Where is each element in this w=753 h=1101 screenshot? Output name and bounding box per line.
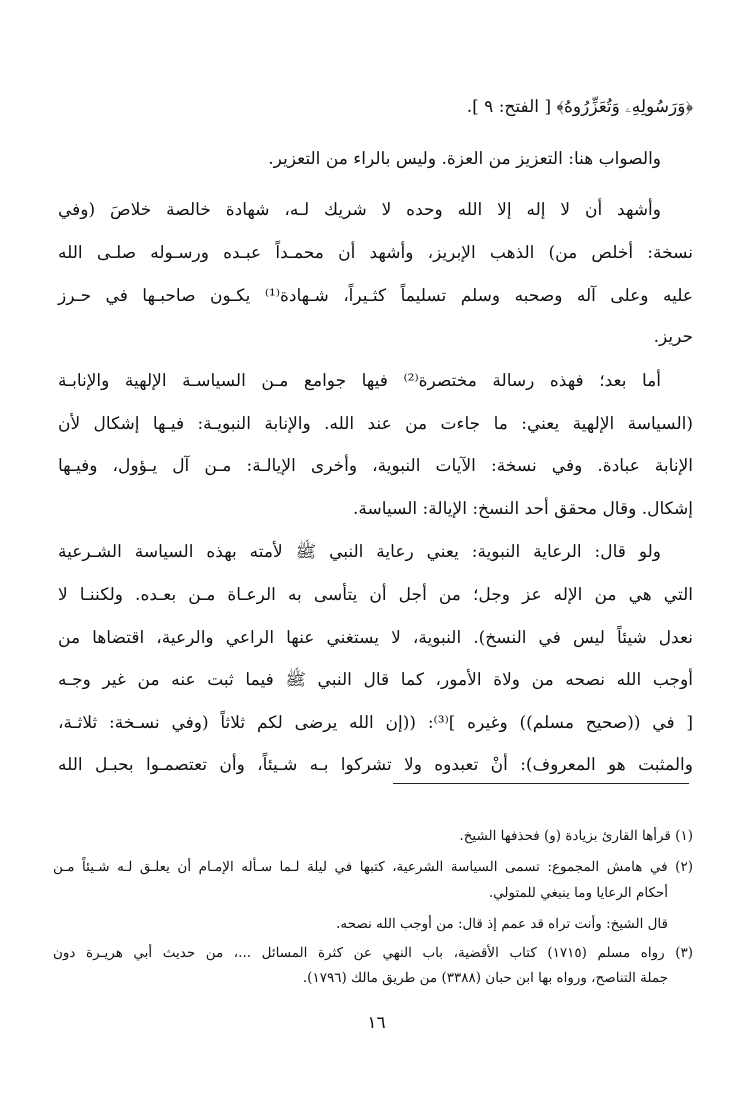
footnote-2-continued: أحكام الرعايا وما ينبغي للمتولي.: [488, 885, 668, 901]
footnote-divider: [393, 783, 689, 784]
quran-verse-line: ﴿وَرَسُولِهِۦ وَتُعَزِّرُوهُ﴾ [ الفتح: ٩ ].: [466, 97, 693, 117]
body-line: (السياسة الإلهية يعني: ما جاءت من عند الله. والإنابة النبويـة: فيـها إشكال لأن: [58, 414, 693, 434]
footnote-3: (٣) رواه مسلم (١٧١٥) كتاب الأقضية، باب النهي عن كثرة المسائل ...، من حديث أبي هريـرة دون: [53, 945, 694, 961]
body-line: نسخة: أخلص من) الذهب الإبريز، وأشهد أن محمـداً عبـده ورسـوله صلـى الله: [58, 243, 693, 263]
body-line: [ في ((صحيح مسلم)) وغيره ]⁽³⁾: ((إن الله يرضى لكم ثلاثاً (وفي نسـخة: ثلاثـة،: [58, 713, 694, 733]
footnote-2: (٢) في هامش المجموع: تسمى السياسة الشرعية، كتبها في ليلة لـما سـأله الإمـام أن يعلـق لـه شـيئاً مـن: [53, 859, 693, 875]
body-line: إشكال. وقال محقق أحد النسخ: الإيالة: السياسة.: [353, 499, 693, 519]
body-line: أما بعد؛ فهذه رسالة مختصرة⁽²⁾ فيها جوامع مـن السياسـة الإلهية والإنابـة: [58, 371, 661, 391]
body-line: عليه وعلى آله وصحبه وسلم تسليماً كثـيراً، شـهادة⁽¹⁾ يكـون صاحبـها في حـرز: [58, 286, 693, 306]
body-line: نعدل شيئاً ليس في النسخ). النبوية، لا يستغني عنها الراعي والرعية، اقتضاها من: [58, 628, 693, 648]
footnote-1: (١) قرأها القارئ بزيادة (و) فحذفها الشيخ.: [459, 828, 693, 844]
page-number: ١٦: [367, 1013, 386, 1033]
footnote-3-continued: جملة التناصح، ورواه بها ابن حبان (٣٣٨٨) من طريق مالك (١٧٩٦).: [302, 970, 668, 986]
body-line: وأشهد أن لا إله إلا الله وحده لا شريك لـه، شهادة خالصة خلاصَ (وفي: [58, 200, 661, 220]
correction-line: والصواب هنا: التعزيز من العزة. وليس بالراء من التعزير.: [268, 149, 661, 169]
body-line: أوجب الله نصحه من ولاة الأمور، كما قال النبي ﷺ فيما ثبت عنه من غير وجـه: [58, 670, 693, 690]
body-line: التي هي من الإله عز وجل؛ من أجل أن يتأسى به الرعـاة مـن بعـده. ولكننـا لا: [58, 585, 693, 605]
body-line: والمثبت هو المعروف): أنْ تعبدوه ولا تشركوا بـه شـيئاً، وأن تعتصمـوا بحبـل الله: [58, 755, 693, 775]
body-line: الإنابة عبادة. وفي نسخة: الآيات النبوية، وأخرى الإيالـة: مـن آل يـؤول، وفيـها: [58, 456, 693, 476]
body-line: ولو قال: الرعاية النبوية: يعني رعاية النبي ﷺ لأمته بهذه السياسة الشـرعية: [58, 542, 661, 562]
body-line: حريز.: [653, 327, 693, 347]
footnote-2-note: قال الشيخ: وأنت تراه قد عمم إذ قال: من أوجب الله نصحه.: [336, 916, 668, 932]
